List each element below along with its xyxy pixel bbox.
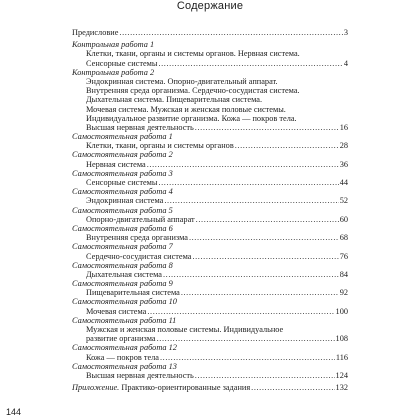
toc-group-title: Самостоятельная работа 4 — [72, 187, 173, 197]
toc-page-number: 84 — [339, 269, 348, 279]
toc-entry-self-8[interactable] — [72, 270, 348, 279]
toc-entry-self-4[interactable] — [72, 196, 348, 205]
toc-entry-self-12[interactable] — [72, 353, 348, 362]
toc-page-number: 3 — [343, 28, 348, 37]
leader-dots — [192, 252, 338, 261]
toc-group-title: Самостоятельная работа 12 — [72, 343, 177, 353]
toc-entry-self-1[interactable] — [72, 141, 348, 150]
toc-page-number: 52 — [339, 196, 348, 206]
toc-entry-text: Дыхательная система — [86, 269, 162, 279]
toc-page-number: 36 — [339, 159, 348, 169]
leader-dots — [160, 353, 335, 362]
leader-dots — [195, 371, 335, 380]
page-number: 144 — [6, 407, 22, 417]
toc-entry-self-6[interactable] — [72, 233, 348, 242]
toc-entry-line: Дыхательная система. Пищеварительная система. — [86, 95, 263, 105]
toc-group-title: Самостоятельная работа 7 — [72, 242, 173, 252]
leader-dots — [189, 233, 339, 242]
toc-entry-text: Сердечно-сосудистая система — [86, 251, 192, 261]
toc-entry-text: Предисловие — [72, 28, 119, 37]
toc-entry-self-5[interactable] — [72, 215, 348, 224]
toc-entry-appendix[interactable] — [72, 383, 348, 392]
toc-page-number: 28 — [339, 141, 348, 151]
toc-page-number: 16 — [339, 122, 348, 132]
toc-entry-text: Сенсорные системы — [86, 178, 158, 187]
leader-dots — [251, 383, 334, 392]
toc-group-title: Контрольная работа 1 — [72, 40, 155, 50]
leader-dots — [147, 307, 334, 316]
toc-entry-text: Сенсорные системы — [86, 58, 158, 68]
leader-dots — [119, 28, 342, 37]
toc-entry-text: Внутренняя среда организма — [86, 233, 188, 243]
toc-entry-self-10[interactable] — [72, 307, 348, 316]
toc-entry-line: Клетки, ткани, органы и системы органов. Нервная система. — [86, 49, 300, 59]
toc-group-title: Самостоятельная работа 13 — [72, 361, 177, 371]
toc-page-number: 68 — [339, 233, 348, 243]
toc-entry-text: Практико-ориентированные задания — [119, 383, 251, 393]
toc-entry-text: Кожа — покров тела — [86, 352, 159, 362]
toc-page-number: 116 — [335, 352, 348, 362]
leader-dots — [158, 59, 342, 68]
appendix-label: Приложение. — [72, 383, 120, 393]
toc-page-number: 132 — [335, 383, 348, 393]
toc-group-title: Самостоятельная работа 5 — [72, 205, 173, 215]
toc-entry-text: Высшая нервная деятельность — [86, 122, 194, 132]
toc-entry-line: Эндокринная система. Опорно-двигательный аппарат. — [86, 76, 278, 86]
toc-entry-line: Индивидуальное развитие организма. Кожа — покров тела. — [86, 113, 297, 123]
toc-entry-self-13[interactable] — [72, 371, 348, 380]
toc-group-title: Самостоятельная работа 9 — [72, 279, 173, 289]
toc-group-title: Самостоятельная работа 6 — [72, 223, 173, 233]
toc-group-title: Самостоятельная работа 1 — [72, 132, 173, 142]
toc-group-title: Самостоятельная работа 11 — [72, 315, 177, 325]
toc-entry-self-9[interactable] — [72, 288, 348, 297]
table-of-contents — [72, 28, 348, 392]
toc-page-number: 76 — [339, 251, 348, 261]
toc-group-title: Контрольная работа 2 — [72, 67, 155, 77]
toc-page-number: 92 — [339, 288, 348, 298]
toc-entry-text: Клетки, ткани, органы и системы органов — [86, 141, 234, 151]
leader-dots — [181, 288, 339, 297]
toc-entry-self-11[interactable] — [72, 334, 348, 343]
leader-dots — [147, 160, 339, 169]
toc-entry-preface[interactable] — [72, 28, 348, 37]
toc-entry-text: развитие организма — [86, 334, 156, 344]
leader-dots — [195, 123, 339, 132]
toc-entry-text: Эндокринная система — [86, 196, 164, 206]
toc-entry-text: Мочевая система — [86, 306, 147, 316]
leader-dots — [164, 196, 338, 205]
toc-group-title: Самостоятельная работа 8 — [72, 260, 173, 270]
leader-dots — [158, 178, 338, 187]
toc-page-number: 124 — [335, 370, 348, 380]
toc-entry-line: Мочевая система. Мужская и женская половые системы. — [86, 104, 286, 114]
toc-group-title: Самостоятельная работа 3 — [72, 168, 173, 178]
leader-dots — [196, 215, 339, 224]
toc-page-number: 4 — [343, 58, 348, 68]
toc-entry-self-7[interactable] — [72, 252, 348, 261]
toc-entry-text: Высшая нервная деятельность — [86, 370, 194, 380]
toc-entry-text: Опорно-двигательный аппарат — [86, 214, 195, 224]
toc-page-number: 108 — [335, 334, 348, 344]
toc-page-number: 44 — [339, 178, 348, 187]
leader-dots — [235, 141, 339, 150]
toc-entry-self-2[interactable] — [72, 160, 348, 169]
page-heading: Содержание — [176, 0, 244, 12]
leader-dots — [163, 270, 339, 279]
toc-entry-control-2[interactable] — [72, 123, 348, 132]
toc-entry-line: Мужская и женская половые системы. Индивидуальное — [86, 325, 284, 334]
toc-group-title: Самостоятельная работа 2 — [72, 150, 173, 160]
leader-dots — [157, 334, 335, 343]
toc-entry-self-3[interactable] — [72, 178, 348, 187]
toc-page-number: 60 — [339, 214, 348, 224]
toc-entry-control-1[interactable] — [72, 59, 348, 68]
toc-entry-line: Внутренняя среда организма. Сердечно-сосудистая система. — [86, 86, 300, 96]
toc-page-number: 100 — [335, 306, 348, 316]
toc-entry-text: Пищеварительная система — [86, 288, 180, 298]
toc-group-title: Самостоятельная работа 10 — [72, 297, 177, 307]
toc-entry-text: Нервная система — [86, 159, 146, 169]
